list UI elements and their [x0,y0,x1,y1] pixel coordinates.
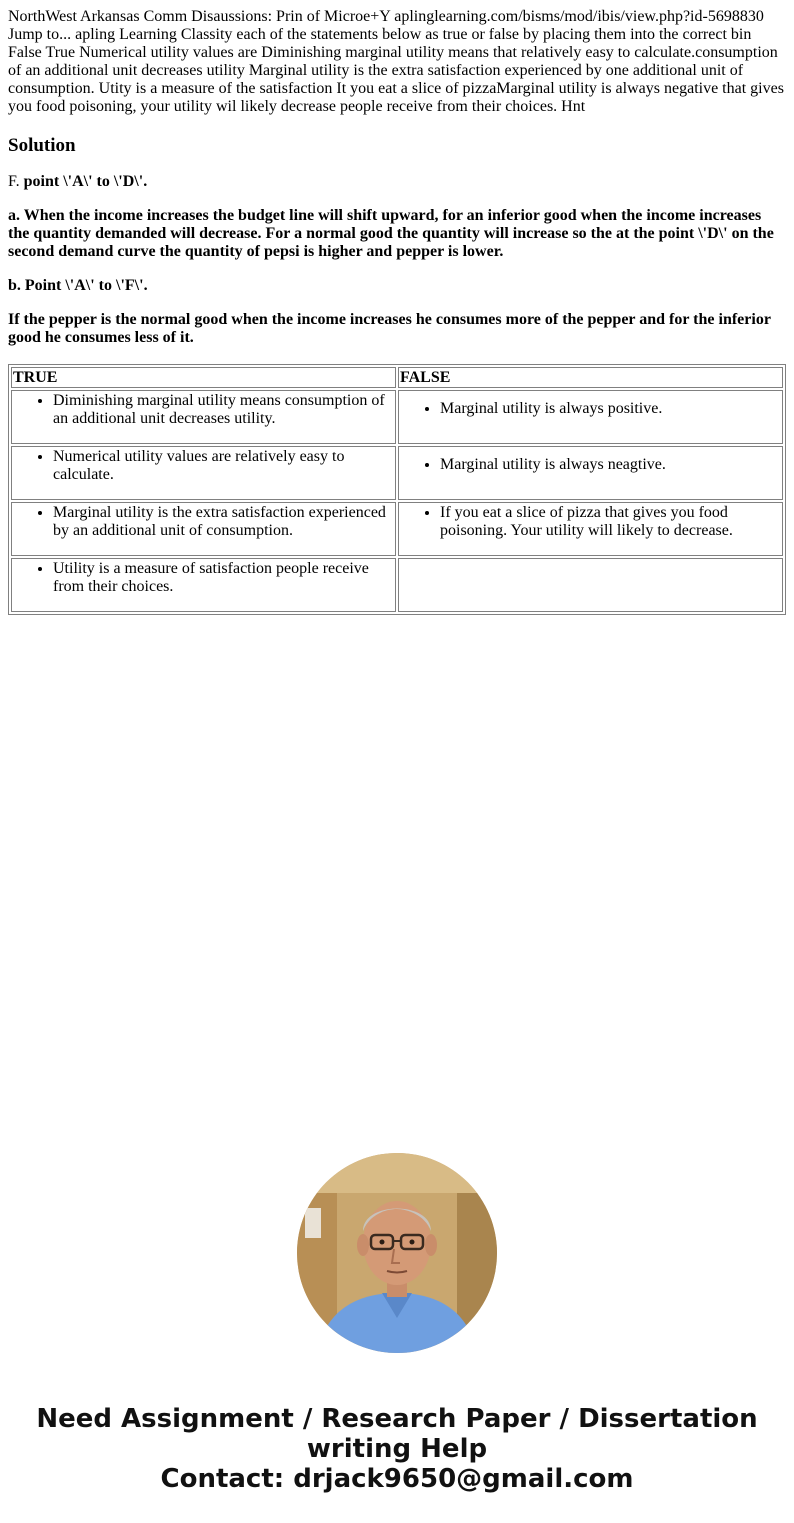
answer-b-text: b. Point \'A\' to \'F\'. [8,277,148,294]
true-statement: • Diminishing marginal utility means consumption of an additional unit decreases utility. [53,392,394,428]
false-statement: • Marginal utility is always neagtive. [440,456,781,474]
true-cell [11,390,396,444]
false-cell [398,390,783,444]
true-statement: • Utility is a measure of satisfaction people receive from their choices. [53,560,394,596]
answer-a-text: a. When the income increases the budget line will shift upward, for an inferior good when the income increases the quantity demanded will decrease. For a normal good the quantity will increase so the at the point \'D\' on the second demand curve the quantity of pepsi is higher and pepper is lower. [8,207,774,260]
table-row [11,446,783,500]
false-cell [398,446,783,500]
promo-contact: Contact: drjack9650@gmail.com [160,1464,634,1494]
true-false-table [8,364,786,615]
author-avatar [297,1153,497,1353]
false-cell-empty [398,558,783,612]
answer-pepper-text: If the pepper is the normal good when the income increases he consumes more of the pepper and for the inferior good he consumes less of it. [8,311,771,346]
false-cell [398,502,783,556]
table-header-row [11,367,783,388]
false-header: FALSE [398,367,783,388]
promo-banner [0,1404,794,1494]
true-statement: • Numerical utility values are relatively easy to calculate. [53,448,394,484]
answer-f-prefix: F. [8,173,24,190]
answer-b [8,277,786,295]
answer-a [8,207,786,261]
document-content [8,8,786,615]
false-statement: • If you eat a slice of pizza that gives you food poisoning. Your utility will likely to decrease. [440,504,781,540]
answer-f [8,173,786,191]
true-cell [11,502,396,556]
true-cell [11,446,396,500]
solution-heading: Solution [8,135,76,156]
promo-line-2: writing Help [306,1434,488,1464]
table-row [11,502,783,556]
table-row [11,558,783,612]
answer-f-text: point \'A\' to \'D\'. [23,173,148,190]
false-statement: • Marginal utility is always positive. [440,400,781,418]
true-cell [11,558,396,612]
author-photo-icon [297,1153,497,1353]
table-row [11,390,783,444]
true-header: TRUE [11,367,396,388]
promo-line-1: Need Assignment / Research Paper / Dissertation [36,1404,758,1434]
true-statement: • Marginal utility is the extra satisfaction experienced by an additional unit of consumption. [53,504,394,540]
question-text: NorthWest Arkansas Comm Disaussions: Prin of Microe+Y aplinglearning.com/bisms/mod/ibis/view.php?id-5698830 Jump to... apling Learning Classity each of the statements below as true or false by placing them into the correct bin False True Numerical utility values are Diminishing marginal utility means that relatively easy to calculate.consumption of an additional unit decreases utility Marginal utility is the extra satisfaction experienced by one additional unit of consumption. Utity is a measure of the satisfaction It you eat a slice of pizzaMarginal utility is always negative that gives you food poisoning, your utility wil likely decrease people receive from their choices. Hnt [8,8,784,115]
answer-pepper [8,311,786,347]
